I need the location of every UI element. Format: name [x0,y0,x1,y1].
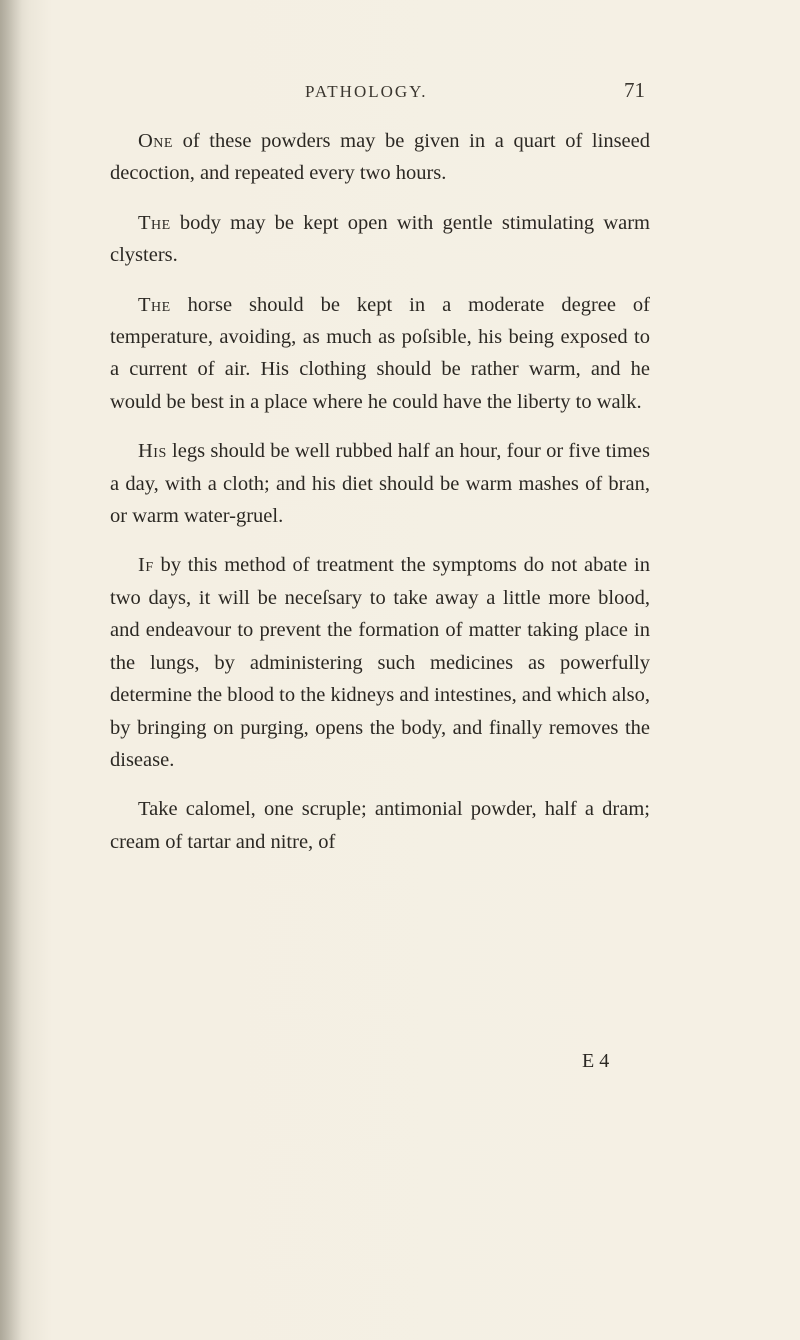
paragraph-2 [110,207,650,272]
paragraph-1 [110,125,650,190]
signature-mark: E 4 [582,1050,610,1072]
body-text [110,125,650,858]
paragraph-body: body may be kept open with gentle stimulating warm clysters. [110,211,650,267]
gutter-shadow [0,0,22,1340]
paragraph-lead: One [138,130,173,152]
paragraph-lead: If [138,554,154,577]
page-header [305,78,645,108]
paragraph-lead: The [138,211,171,234]
paragraph-5 [110,549,650,776]
running-head: PATHOLOGY. [305,82,428,101]
paragraph-lead: The [138,293,171,316]
paragraph-4 [110,435,650,532]
paragraph-3 [110,289,650,419]
page-number: 71 [624,78,645,102]
recipe-paragraph: Take calomel, one scruple; antimonial powder, half a dram; cream of tartar and nitre, of [110,798,650,853]
paragraph-body: legs should be well rubbed half an hour, four or five times a day, with a cloth; and his diet should be warm mashes of bran, or warm water-gruel. [110,440,650,528]
paragraph-body: horse should be kept in a moderate degree of temperature, avoiding, as much as poſsible, his being exposed to a current of air. His clothing should be rather warm, and he would be best in a place where he could have the liberty to walk. [110,293,650,413]
paragraph-lead: His [138,440,167,463]
paragraph-body: of these powders may be given in a quart of linseed decoction, and repeated every two hours. [110,130,650,185]
paragraph-body: by this method of treatment the symptoms do not abate in two days, it will be neceſsary to take away a little more blood, and endeavour to prevent the formation of matter taking place in the lungs, by administering such medicines as powerfully determine the blood to the kidneys and intestines, and which also, by bringing on purging, opens the body, and finally removes the disease. [110,554,650,771]
